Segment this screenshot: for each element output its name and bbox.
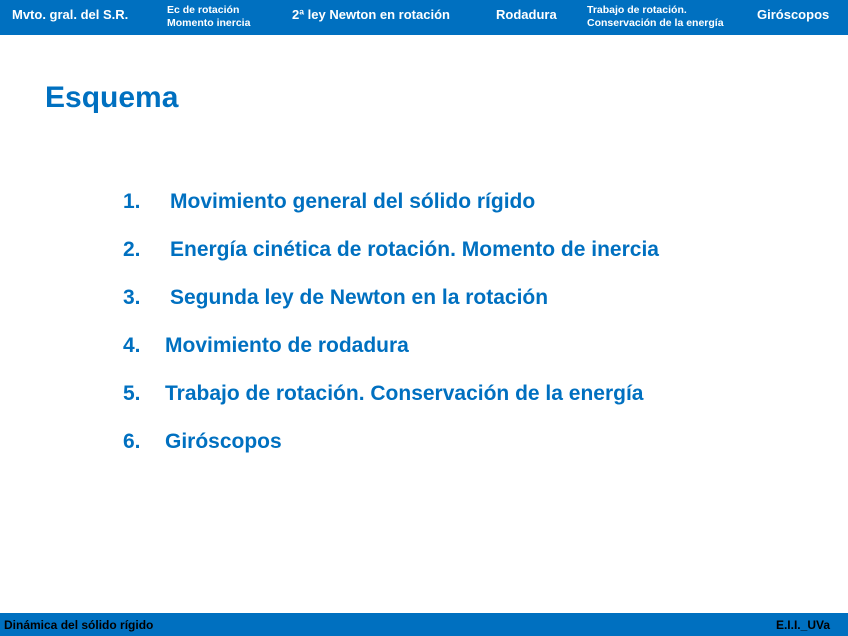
list-item-text: Trabajo de rotación. Conservación de la energía [165,382,644,405]
list-item-number: 4. [123,334,141,357]
nav-item-energia-rotacion-line1: Ec de rotación [167,4,240,16]
list-item-text: Giróscopos [165,430,282,453]
nav-item-segunda-ley[interactable]: 2ª ley Newton en rotación [292,7,450,22]
nav-item-movimiento-general[interactable]: Mvto. gral. del S.R. [12,7,129,22]
footer-bar [0,613,848,636]
top-navigation-bar [0,0,848,35]
list-item-text: Movimiento general del sólido rígido [170,190,536,213]
nav-item-energia-rotacion-line2: Momento inercia [167,17,251,29]
list-item-number: 5. [123,382,141,405]
list-item-text: Energía cinética de rotación. Momento de inercia [170,238,659,261]
list-item [123,329,409,377]
list-item-number: 3. [123,286,141,309]
nav-item-giroscopos[interactable]: Giróscopos [757,7,830,22]
list-item-text: Movimiento de rodadura [165,334,409,357]
list-item [123,233,659,281]
nav-item-trabajo-rotacion-line1: Trabajo de rotación. [587,4,687,16]
list-item-number: 1. [123,190,141,213]
list-item-text: Segunda ley de Newton en la rotación [170,286,549,309]
footer-course-title: Dinámica del sólido rígido [4,618,154,632]
list-item [123,281,549,329]
footer-institution: E.I.I._UVa [775,618,830,632]
list-item [123,377,644,425]
outline-list [123,185,659,473]
nav-item-trabajo-rotacion[interactable] [587,4,724,30]
nav-item-energia-rotacion[interactable] [167,4,250,30]
list-item [123,185,536,233]
list-item-number: 6. [123,430,141,453]
list-item-number: 2. [123,238,141,261]
slide-title: Esquema [45,81,179,114]
list-item [123,425,282,473]
nav-item-rodadura[interactable]: Rodadura [496,7,557,22]
nav-item-trabajo-rotacion-line2: Conservación de la energía [587,17,724,29]
